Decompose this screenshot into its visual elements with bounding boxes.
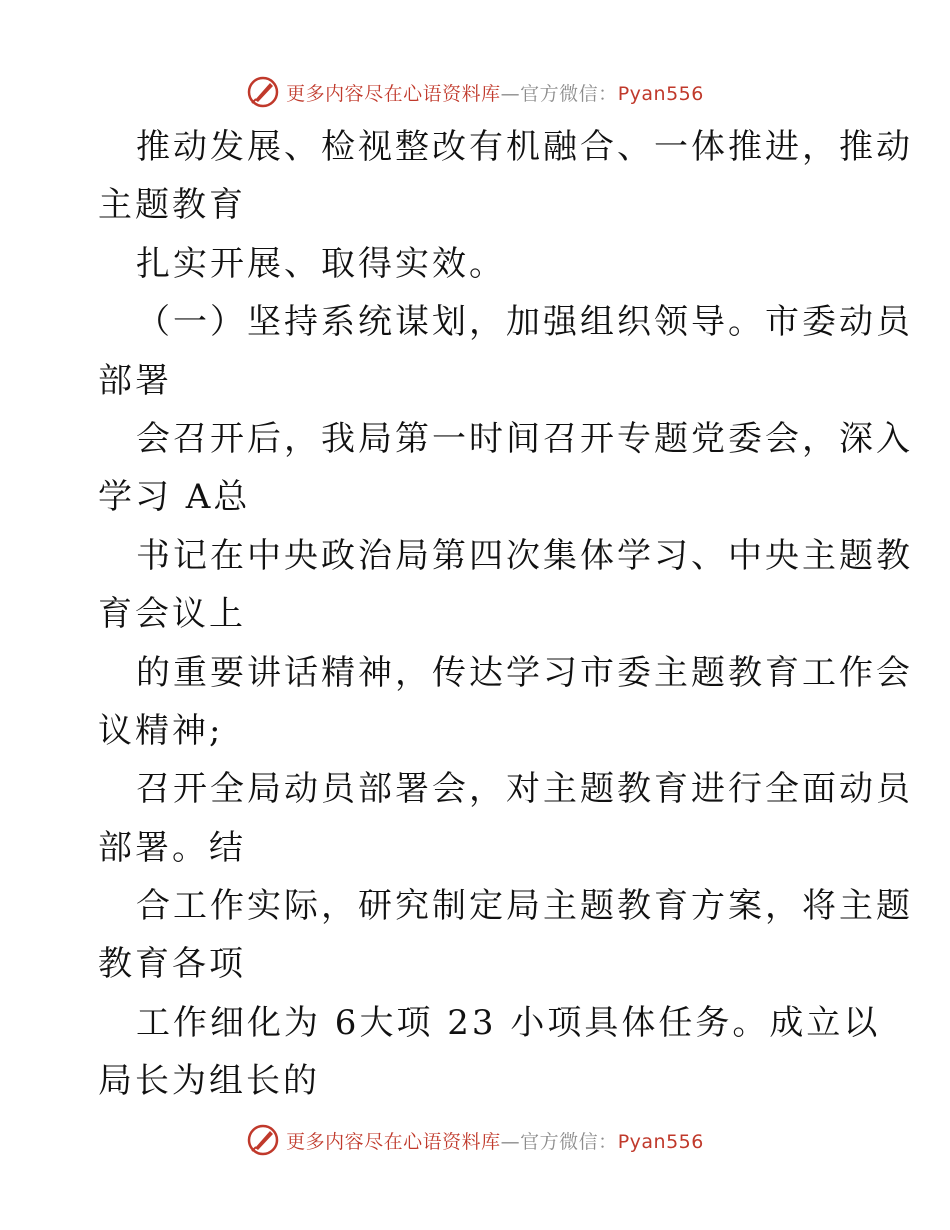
watermark-wechat-id: Pyan556 xyxy=(617,82,704,105)
watermark-separator: — xyxy=(500,82,521,105)
watermark-wechat-label: 官方微信： xyxy=(520,82,618,105)
text-line: 教育各项 xyxy=(98,944,246,985)
text-line: 会召开后，我局第一时间召开专题党委会，深入 xyxy=(136,418,913,459)
text-line: （一）坚持系统谋划，加强组织领导。市委动员 xyxy=(136,302,913,343)
text-line: 扎实开展、取得实效。 xyxy=(136,243,506,284)
document-body xyxy=(98,118,913,1111)
feather-pen-logo-icon xyxy=(246,75,280,109)
watermark-wechat-label: 官方微信： xyxy=(520,1130,618,1153)
text-line: 议精神; xyxy=(98,710,224,751)
text-line: 推动发展、检视整改有机融合、一体推进，推动 xyxy=(136,127,913,167)
text-line: 主题教育 xyxy=(98,185,246,226)
watermark-text xyxy=(286,79,704,106)
watermark-wechat-id: Pyan556 xyxy=(617,1130,704,1153)
text-line: 合工作实际，研究制定局主题教育方案，将主题 xyxy=(136,886,913,927)
text-line: 局长为组长的 xyxy=(98,1061,320,1102)
text-line: 召开全局动员部署会，对主题教育进行全面动员 xyxy=(136,769,913,810)
text-line: 工作细化为 6大项 23 小项具体任务。成立以 xyxy=(136,1002,881,1043)
text-line: 部署。结 xyxy=(98,827,246,868)
text-line: 书记在中央政治局第四次集体学习、中央主题教 xyxy=(136,535,913,576)
text-line: 的重要讲话精神，传达学习市委主题教育工作会 xyxy=(136,652,913,693)
watermark-separator: — xyxy=(500,1130,521,1153)
watermark-site-text: 更多内容尽在心语资料库 xyxy=(286,82,501,105)
watermark-text xyxy=(286,1127,704,1154)
header-watermark xyxy=(0,72,950,112)
text-line: 学习 A总 xyxy=(98,477,251,518)
footer-watermark xyxy=(0,1120,950,1160)
text-line: 部署 xyxy=(98,360,172,401)
watermark-site-text: 更多内容尽在心语资料库 xyxy=(286,1130,501,1153)
text-line: 育会议上 xyxy=(98,594,246,635)
feather-pen-logo-icon xyxy=(246,1123,280,1157)
